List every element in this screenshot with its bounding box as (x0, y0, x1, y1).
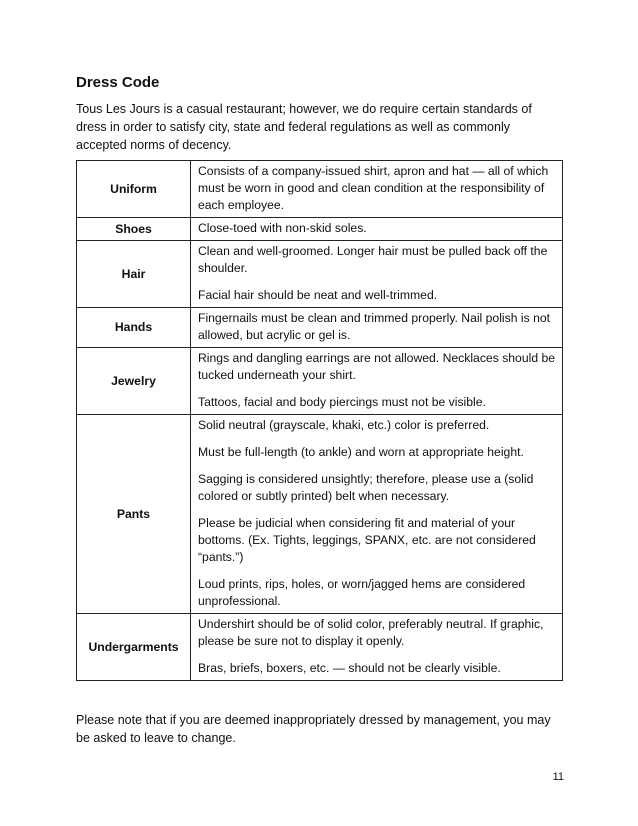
page-number: 11 (552, 771, 564, 783)
description-cell (191, 161, 563, 218)
description-cell (191, 218, 563, 241)
table-row (77, 348, 563, 415)
description-paragraph: Tattoos, facial and body piercings must not be visible. (198, 395, 486, 409)
description-paragraph: Loud prints, rips, holes, or worn/jagged hems are considered unprofessional. (198, 577, 526, 608)
description-paragraph: Undershirt should be of solid color, preferably neutral. If graphic, please be sure not to display it openly. (198, 617, 544, 648)
table-row (77, 241, 563, 308)
description-paragraph: Bras, briefs, boxers, etc. — should not be clearly visible. (198, 661, 501, 675)
description-paragraph: Close-toed with non-skid soles. (198, 221, 367, 235)
closing-paragraph: Please note that if you are deemed inappropriately dressed by management, you may be asked to leave to change. (76, 713, 551, 745)
table-row (77, 218, 563, 241)
description-cell (191, 308, 563, 348)
category-cell: Uniform (77, 161, 191, 218)
table-row (77, 415, 563, 614)
description-paragraph: Facial hair should be neat and well-trimmed. (198, 288, 438, 302)
table-row (77, 614, 563, 681)
description-cell (191, 415, 563, 614)
description-paragraph: Fingernails must be clean and trimmed properly. Nail polish is not allowed, but acrylic or gel is. (198, 311, 551, 342)
description-cell (191, 348, 563, 415)
category-cell: Hands (77, 308, 191, 348)
description-paragraph: Must be full-length (to ankle) and worn at appropriate height. (198, 445, 524, 459)
intro-paragraph: Tous Les Jours is a casual restaurant; however, we do require certain standards of dress in order to satisfy city, state and federal regulations as well as commonly accepted norms of decency. (76, 102, 532, 152)
description-cell (191, 241, 563, 308)
description-paragraph: Rings and dangling earrings are not allowed. Necklaces should be tucked underneath your shirt. (198, 351, 556, 382)
category-cell: Pants (77, 415, 191, 614)
category-cell: Undergarments (77, 614, 191, 681)
table-row (77, 161, 563, 218)
description-paragraph: Solid neutral (grayscale, khaki, etc.) color is preferred. (198, 418, 490, 432)
category-cell: Shoes (77, 218, 191, 241)
table-row (77, 308, 563, 348)
category-cell: Hair (77, 241, 191, 308)
description-paragraph: Clean and well-groomed. Longer hair must be pulled back off the shoulder. (198, 244, 548, 275)
description-paragraph: Sagging is considered unsightly; therefore, please use a (solid colored or subtly printed) belt when necessary. (198, 472, 534, 503)
description-cell (191, 614, 563, 681)
description-paragraph: Please be judicial when considering fit and material of your bottoms. (Ex. Tights, leggings, SPANX, etc. are not considered “pants.”) (198, 516, 536, 564)
dress-code-table (76, 160, 563, 681)
category-cell: Jewelry (77, 348, 191, 415)
page-title: Dress Code (76, 74, 160, 91)
description-paragraph: Consists of a company-issued shirt, apron and hat — all of which must be worn in good and clean condition at the responsibility of each employee. (198, 164, 549, 212)
